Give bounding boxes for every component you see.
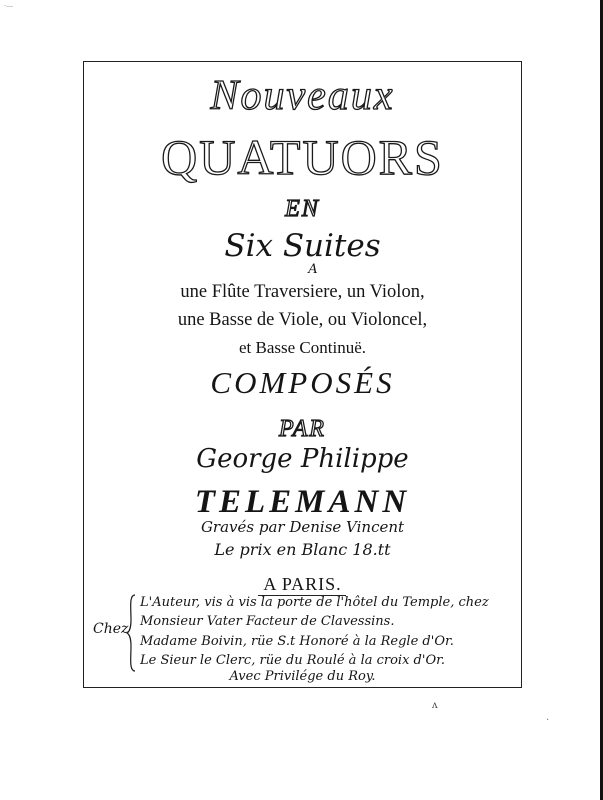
composes-heading: COMPOSÉS (210, 365, 395, 400)
composer-last-name: TELEMANN (194, 484, 411, 520)
privilege-line: Avec Privilége du Roy. (229, 669, 376, 684)
title-nouveaux: Nouveaux (210, 73, 395, 119)
address-line-1: L'Auteur, vis à vis la porte de l'hôtel du Temple, chez (140, 595, 489, 610)
instrument-line-1: une Flûte Traversiere, un Violon, (180, 282, 425, 302)
instrument-line-2: une Basse de Viole, ou Violoncel, (177, 310, 428, 330)
corner-mark: ·— (4, 2, 14, 10)
stray-mark: ʌ (432, 700, 438, 711)
instrument-line-3: et Basse Continuë. (238, 338, 366, 357)
title-six-suites: Six Suites (224, 228, 381, 264)
brace-icon (126, 594, 136, 672)
title-quatuors: QUATUORS (161, 129, 444, 185)
composer-first-name: George Philippe (196, 444, 409, 474)
title-a: A (308, 262, 318, 277)
address-line-2: Monsieur Vater Facteur de Clavessins. (140, 614, 395, 629)
title-en: EN (285, 196, 320, 222)
par-heading: PAR (279, 416, 326, 442)
address-line-4: Le Sieur le Clerc, rüe du Roulé à la croix d'Or. (140, 653, 446, 668)
address-line-3: Madame Boivin, rüe S.t Honoré à la Regle d'Or. (140, 634, 454, 649)
stray-mark: · (546, 715, 550, 726)
chez-label: Chez (93, 621, 129, 637)
price-line: Le prix en Blanc 18.tt (214, 540, 391, 559)
engraver-credit: Gravés par Denise Vincent (200, 518, 405, 536)
city-heading: A PARIS. (263, 574, 342, 594)
